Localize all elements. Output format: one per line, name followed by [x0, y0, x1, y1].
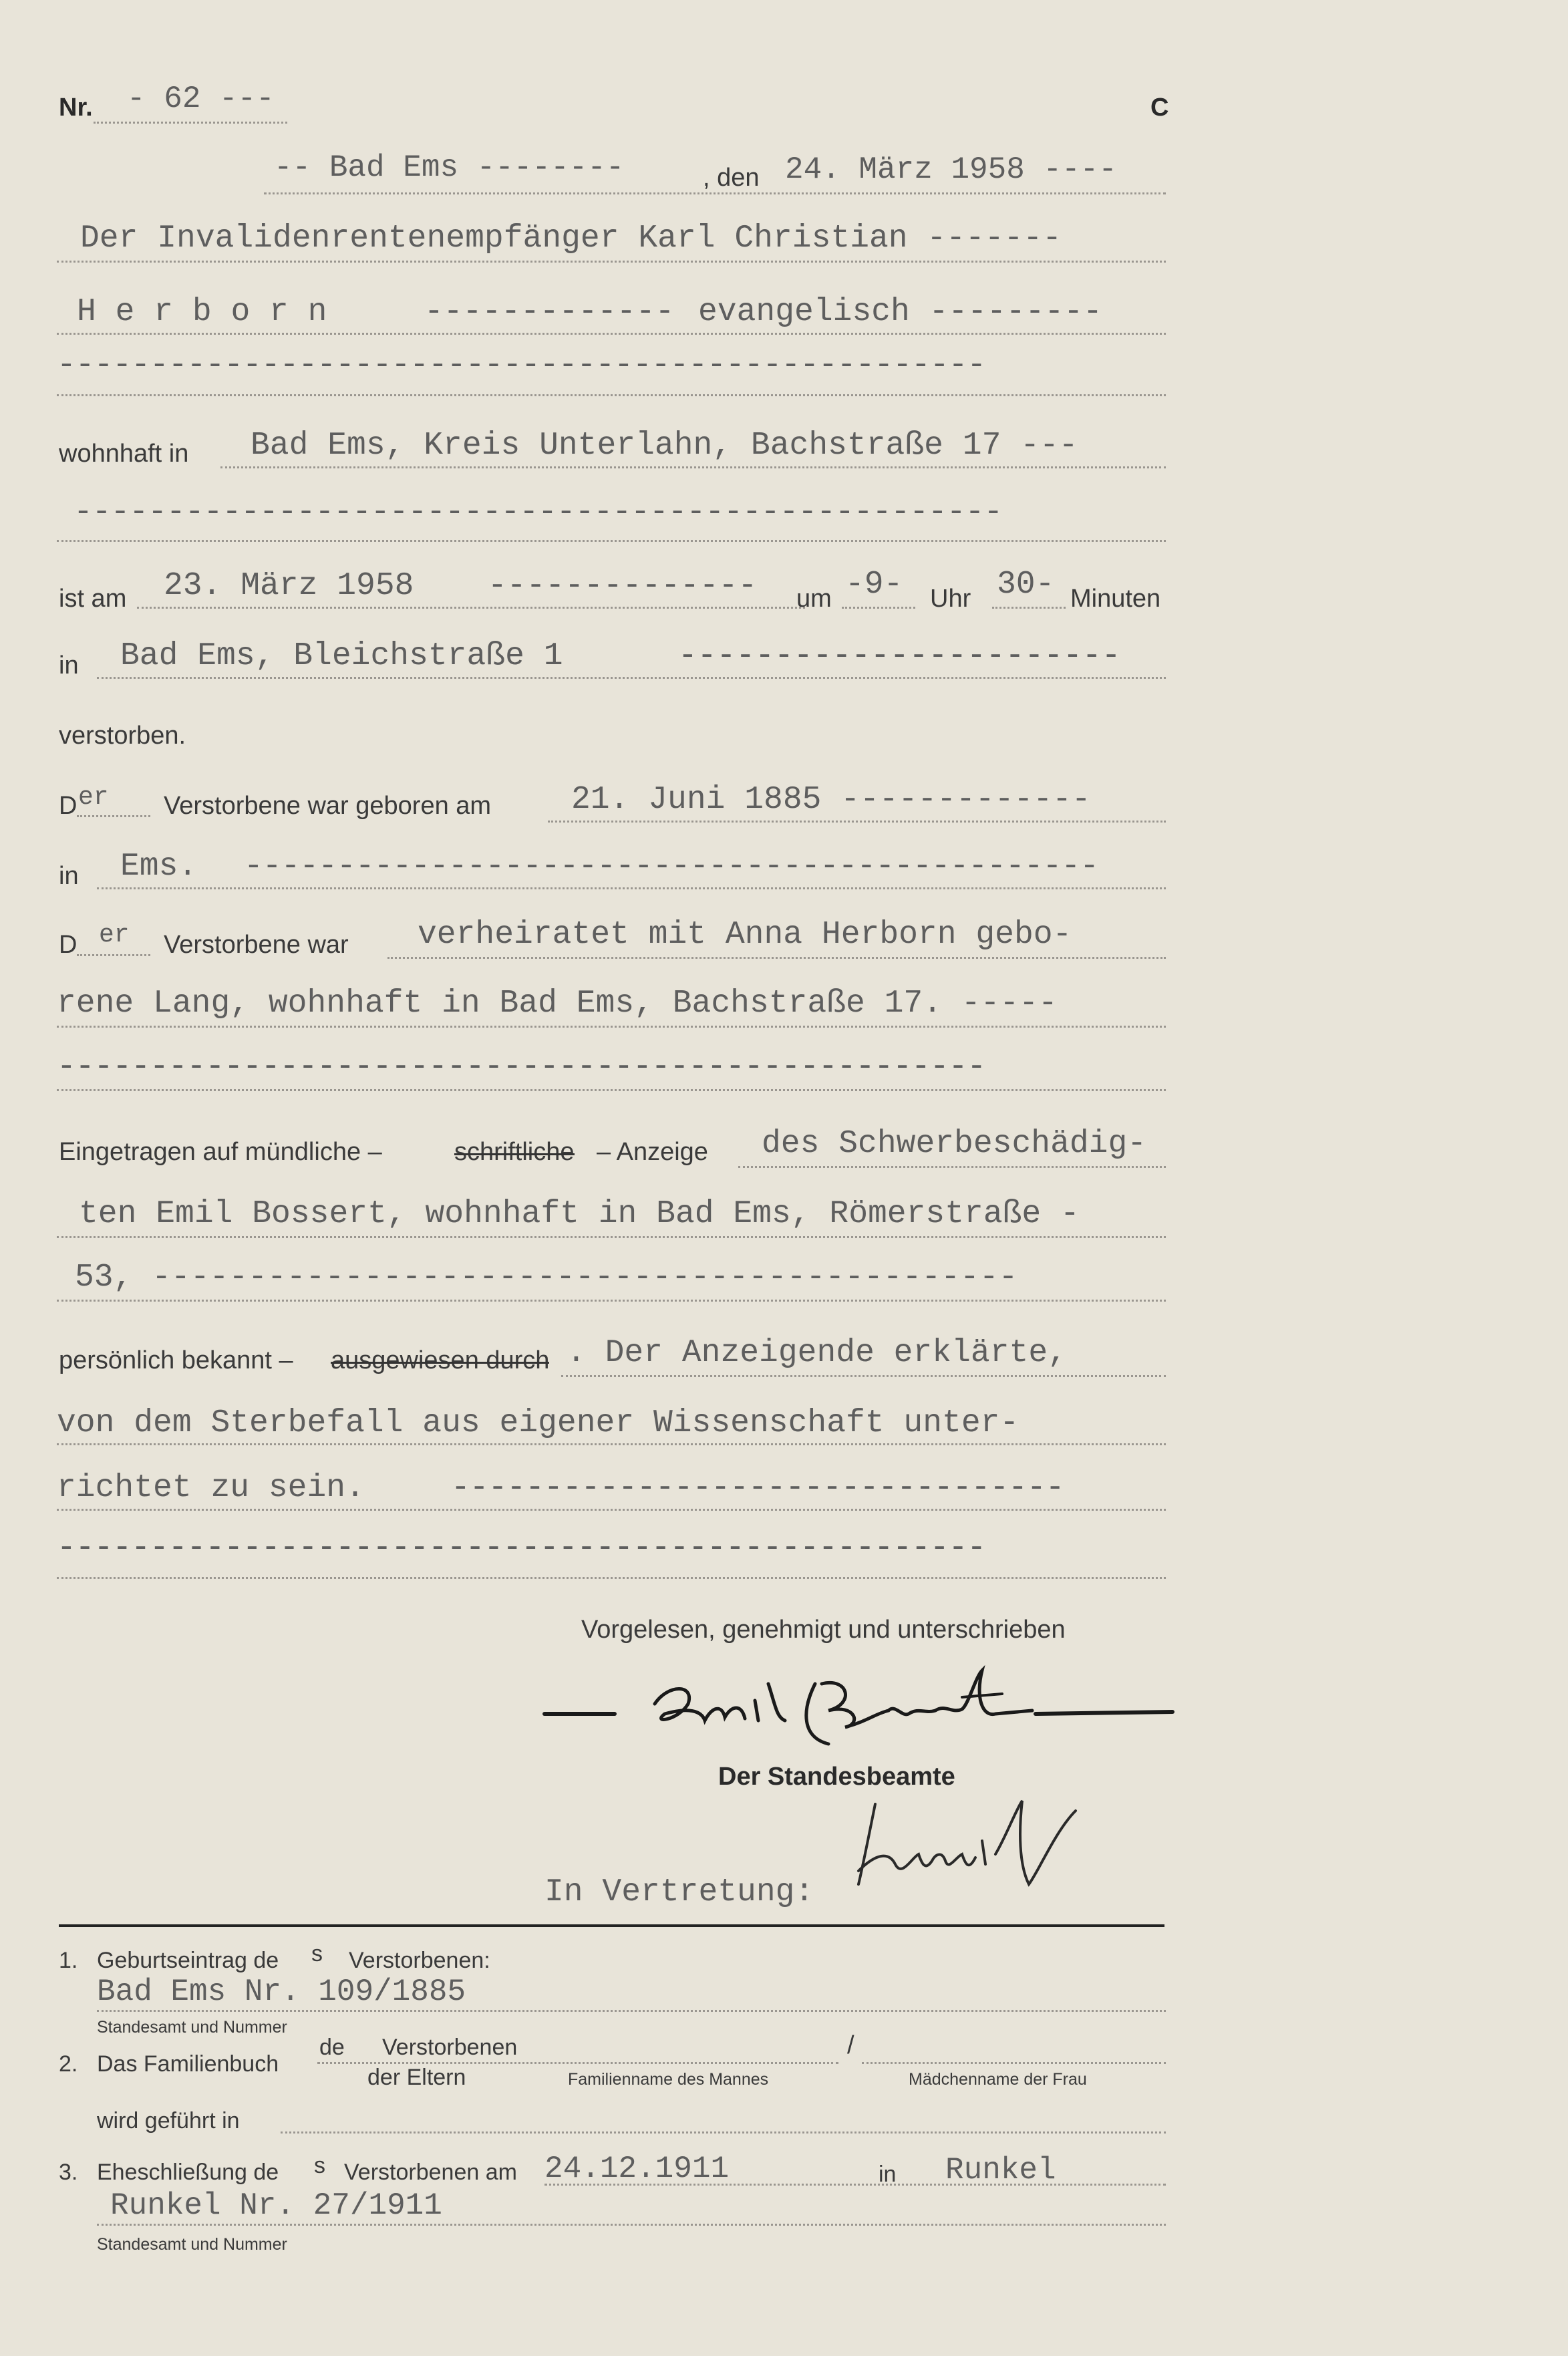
item3-in-label: in: [879, 2162, 897, 2187]
footer-divider: [59, 1924, 1164, 1927]
identity-line2-dots: [57, 1443, 1166, 1445]
item1-value: Bad Ems Nr. 109/1885: [97, 1974, 466, 2009]
hour-value: -9-: [845, 567, 903, 603]
item3-value-dots: [97, 2224, 1166, 2226]
verstorben-label: verstorben.: [59, 722, 186, 750]
item3-dots: [544, 2184, 1166, 2186]
item2-label: Das Familienbuch: [97, 2051, 279, 2077]
um-label: um: [796, 585, 832, 613]
place-date-line: [264, 192, 1166, 194]
item2-slash: /: [847, 2031, 854, 2059]
item2-dots-right: [862, 2062, 1166, 2064]
item1-caption: Standesamt und Nummer: [97, 2018, 287, 2037]
death-place-value: Bad Ems, Bleichstraße 1: [120, 638, 563, 674]
identity-line4-dots: [57, 1577, 1166, 1579]
den-label: , den: [703, 164, 760, 192]
official-label: Der Standesbeamte: [718, 1763, 955, 1791]
marriage-value-line1: verheiratet mit Anna Herborn gebo-: [418, 917, 1072, 953]
date-value: 24. März 1958 ----: [785, 152, 1117, 187]
death-date-dots: [137, 607, 805, 609]
nr-dotted-line: [94, 122, 287, 124]
registration-label-struck: schriftliche: [454, 1138, 575, 1166]
registration-value-line2: ten Emil Bossert, wohnhaft in Bad Ems, Römerstraße -: [79, 1196, 1080, 1232]
identity-value-line3-dashes: ---------------------------------: [451, 1470, 1064, 1506]
registration-line3-dots: [57, 1300, 1166, 1302]
item2-caption-wife: Mädchenname der Frau: [909, 2070, 1087, 2089]
nr-value: - 62 ---: [127, 82, 275, 116]
surname-dashes: -------------: [424, 294, 675, 330]
ist-am-label: ist am: [59, 585, 127, 613]
item2-option-deceased: Verstorbenen: [382, 2035, 518, 2060]
identity-line1-dots: [561, 1375, 1166, 1377]
registration-value-line3: 53, ---------------------------------------------: [75, 1260, 1018, 1296]
birth-date-value: 21. Juni 1885 -------------: [571, 782, 1091, 818]
birth-d-dots: [77, 815, 150, 817]
identity-value-line3: richtet zu sein.: [57, 1470, 365, 1506]
marriage-line1-dots: [387, 957, 1166, 959]
item2-option-parents: der Eltern: [367, 2065, 466, 2090]
item2-kept-dots: [281, 2131, 1166, 2133]
item1-label2: Verstorbenen:: [349, 1948, 490, 1973]
marriage-d-label: D: [59, 931, 77, 959]
item3-label: Eheschließung de: [97, 2160, 279, 2185]
registration-line1-dots: [738, 1166, 1166, 1168]
birth-d-label: D: [59, 792, 77, 820]
identity-value-line2: von dem Sterbefall aus eigener Wissenschaft unter-: [57, 1405, 1020, 1441]
person-line2-dots: [57, 333, 1166, 335]
item1-suffix: s: [311, 1941, 323, 1966]
marriage-value-line2: rene Lang, wohnhaft in Bad Ems, Bachstraße 17. -----: [57, 986, 1058, 1022]
marriage-label: Verstorbene war: [164, 931, 349, 959]
birth-d-suffix: er: [78, 783, 109, 812]
marriage-line2-dots: [57, 1026, 1166, 1028]
birth-in-label: in: [59, 862, 79, 890]
official-signature: [848, 1791, 1116, 1904]
identity-line3-dots: [57, 1509, 1166, 1511]
death-place-dashes: -----------------------: [678, 638, 1121, 674]
residence-dots: [220, 466, 1166, 468]
item2-kept-label: wird geführt in: [97, 2108, 240, 2133]
birth-place-value: Ems.: [120, 849, 198, 885]
death-place-dots: [97, 677, 1166, 679]
form-letter: C: [1150, 94, 1169, 122]
item3-suffix: s: [314, 2153, 325, 2178]
religion-value: evangelisch ---------: [698, 294, 1102, 330]
item1-number: 1.: [59, 1948, 78, 1973]
person-line3-dots: [57, 394, 1166, 396]
item3-place: Runkel: [945, 2153, 1056, 2188]
item1-dots: [97, 2010, 1166, 2012]
item3-number: 3.: [59, 2160, 78, 2185]
marriage-line3-dots: [57, 1089, 1166, 1091]
death-date-dashes: --------------: [488, 568, 758, 604]
person-line1: Der Invalidenrentenempfänger Karl Christian -------: [80, 220, 1062, 257]
minute-value: 30-: [997, 567, 1055, 603]
vertretung-label: In Vertretung:: [544, 1874, 814, 1910]
nr-label: Nr.: [59, 94, 93, 122]
read-approved-label: Vorgelesen, genehmigt und unterschrieben: [581, 1616, 1066, 1644]
residence-label: wohnhaft in: [59, 440, 189, 468]
item3-value: Runkel Nr. 27/1911: [110, 2188, 442, 2223]
identity-value-line4: --------------------------------------------------: [57, 1530, 986, 1566]
item3-caption: Standesamt und Nummer: [97, 2235, 287, 2254]
residence-line2: --------------------------------------------------: [73, 494, 1003, 531]
minuten-label: Minuten: [1070, 585, 1161, 613]
item2-number: 2.: [59, 2051, 78, 2077]
item2-dots: [317, 2062, 838, 2064]
birth-date-dots: [548, 821, 1166, 823]
residence-line2-dots: [57, 540, 1166, 542]
birth-place-dashes: ----------------------------------------------: [244, 849, 1099, 885]
hour-dots: [842, 607, 915, 609]
registration-label-end: – Anzeige: [597, 1138, 708, 1166]
registration-line2-dots: [57, 1236, 1166, 1238]
minute-dots: [992, 607, 1066, 609]
item2-de: de: [319, 2035, 345, 2060]
place-value: -- Bad Ems --------: [274, 150, 625, 185]
identity-value-line1: . Der Anzeigende erklärte,: [567, 1335, 1067, 1371]
item3-label2: Verstorbenen am: [344, 2160, 517, 2185]
informant-signature: [534, 1657, 1183, 1764]
registration-value-line1: des Schwerbeschädig-: [762, 1126, 1147, 1162]
uhr-label: Uhr: [930, 585, 971, 613]
identity-label-struck: ausgewiesen durch: [331, 1346, 550, 1374]
registration-label-start: Eingetragen auf mündliche –: [59, 1138, 382, 1166]
marriage-d-suffix: er: [99, 921, 130, 949]
identity-label-start: persönlich bekannt –: [59, 1346, 293, 1374]
item3-date: 24.12.1911: [544, 2152, 730, 2186]
item1-label: Geburtseintrag de: [97, 1948, 279, 1973]
surname-value: H e r b o r n: [77, 294, 327, 330]
item2-caption-husband: Familienname des Mannes: [568, 2070, 769, 2089]
marriage-value-line3: --------------------------------------------------: [57, 1049, 986, 1085]
person-line3: --------------------------------------------------: [57, 347, 986, 384]
death-in-label: in: [59, 651, 79, 680]
marriage-d-dots: [77, 954, 150, 956]
birth-place-dots: [97, 887, 1166, 889]
residence-value: Bad Ems, Kreis Unterlahn, Bachstraße 17 ---: [251, 428, 1078, 464]
person-line1-dots: [57, 261, 1166, 263]
birth-label: Verstorbene war geboren am: [164, 792, 492, 820]
death-date-value: 23. März 1958: [164, 568, 414, 604]
